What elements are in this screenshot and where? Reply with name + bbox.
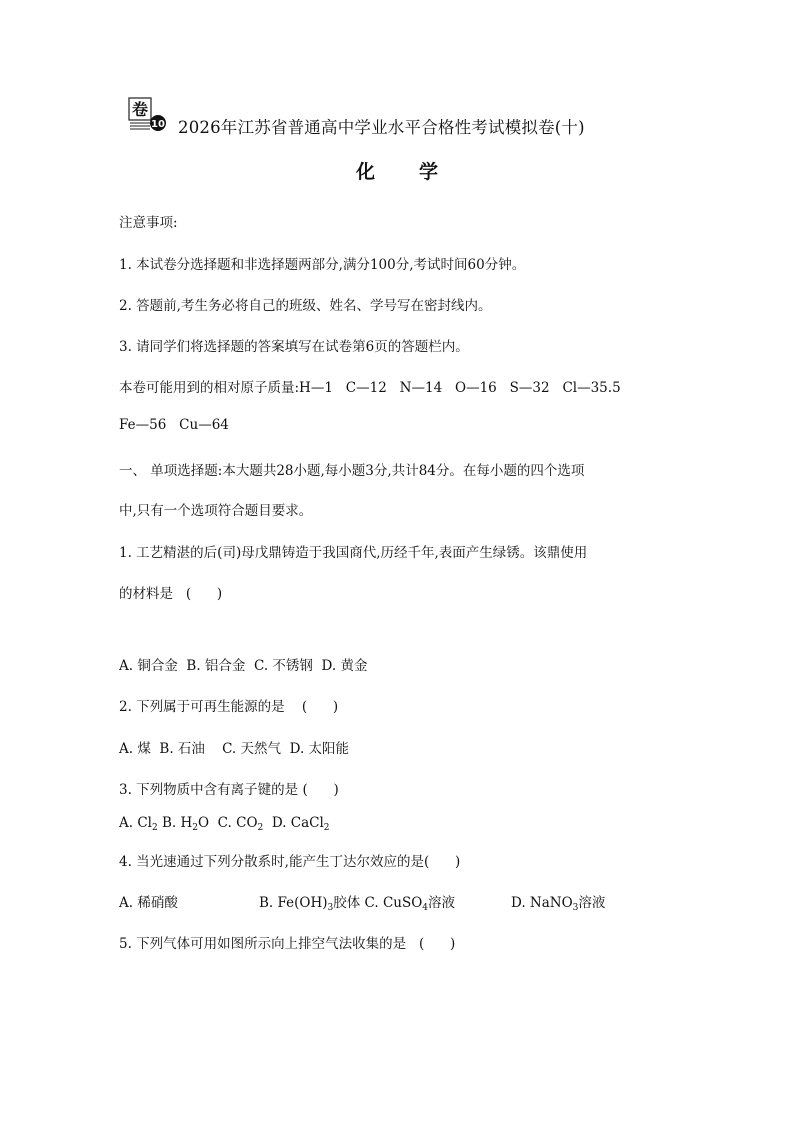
question-4-option-d: D. NaNO$_3$溶液 bbox=[511, 895, 606, 913]
question-4-stem: 4. 当光速通过下列分散系时,能产生丁达尔效应的是( ) bbox=[119, 854, 461, 870]
question-1-options: A. 铜合金 B. 铝合金 C. 不锈钢 D. 黄金 bbox=[119, 658, 368, 674]
paper-number-badge bbox=[128, 97, 168, 131]
subject-char-1: 化 bbox=[356, 161, 376, 183]
question-3-options: A. $Cl_2$ B. $H_2O$ C. $CO_2$ D. CaCl$_2$ bbox=[119, 815, 330, 833]
question-1-stem-line-1: 1. 工艺精湛的后(司)母戊鼎铸造于我国商代,历经千年,表面产生绿锈。该鼎使用 bbox=[119, 545, 588, 561]
badge-number: 10 bbox=[151, 119, 165, 130]
atomic-mass-line-2: Fe—56 Cu—64 bbox=[119, 417, 229, 433]
note-item-1: 1. 本试卷分选择题和非选择题两部分,满分100分,考试时间60分钟。 bbox=[119, 257, 526, 273]
subject-title bbox=[356, 157, 438, 184]
notes-heading: 注意事项: bbox=[119, 215, 178, 231]
question-2-options: A. 煤 B. 石油 C. 天然气 D. 太阳能 bbox=[119, 741, 350, 757]
question-3-stem: 3. 下列物质中含有离子键的是 ( ) bbox=[119, 782, 339, 798]
exam-title: 2026年江苏省普通高中学业水平合格性考试模拟卷(十) bbox=[178, 118, 585, 137]
question-2-stem: 2. 下列属于可再生能源的是 ( ) bbox=[119, 699, 339, 715]
atomic-mass-line-1: 本卷可能用到的相对原子质量:H—1 C—12 N—14 O—16 S—32 Cl—35.5 bbox=[119, 380, 621, 396]
question-1-stem-line-2: 的材料是 ( ) bbox=[119, 586, 223, 602]
section-heading-line-2: 中,只有一个选项符合题目要求。 bbox=[119, 503, 313, 519]
question-4-option-b-c: B. $Fe(OH)_3$胶体 C. CuSO$_4$溶液 bbox=[259, 895, 456, 913]
question-5-stem: 5. 下列气体可用如图所示向上排空气法收集的是 ( ) bbox=[119, 936, 456, 952]
note-item-2: 2. 答题前,考生务必将自己的班级、姓名、学号写在密封线内。 bbox=[119, 298, 492, 314]
section-heading-line-1: 一、 单项选择题:本大题共28小题,每小题3分,共计84分。在每小题的四个选项 bbox=[119, 463, 585, 479]
subject-char-2: 学 bbox=[419, 161, 439, 183]
badge-char: 卷 bbox=[131, 100, 149, 119]
question-4-option-a: A. 稀硝酸 bbox=[119, 895, 178, 911]
note-item-3: 3. 请同学们将选择题的答案填写在试卷第6页的答题栏内。 bbox=[119, 339, 469, 355]
